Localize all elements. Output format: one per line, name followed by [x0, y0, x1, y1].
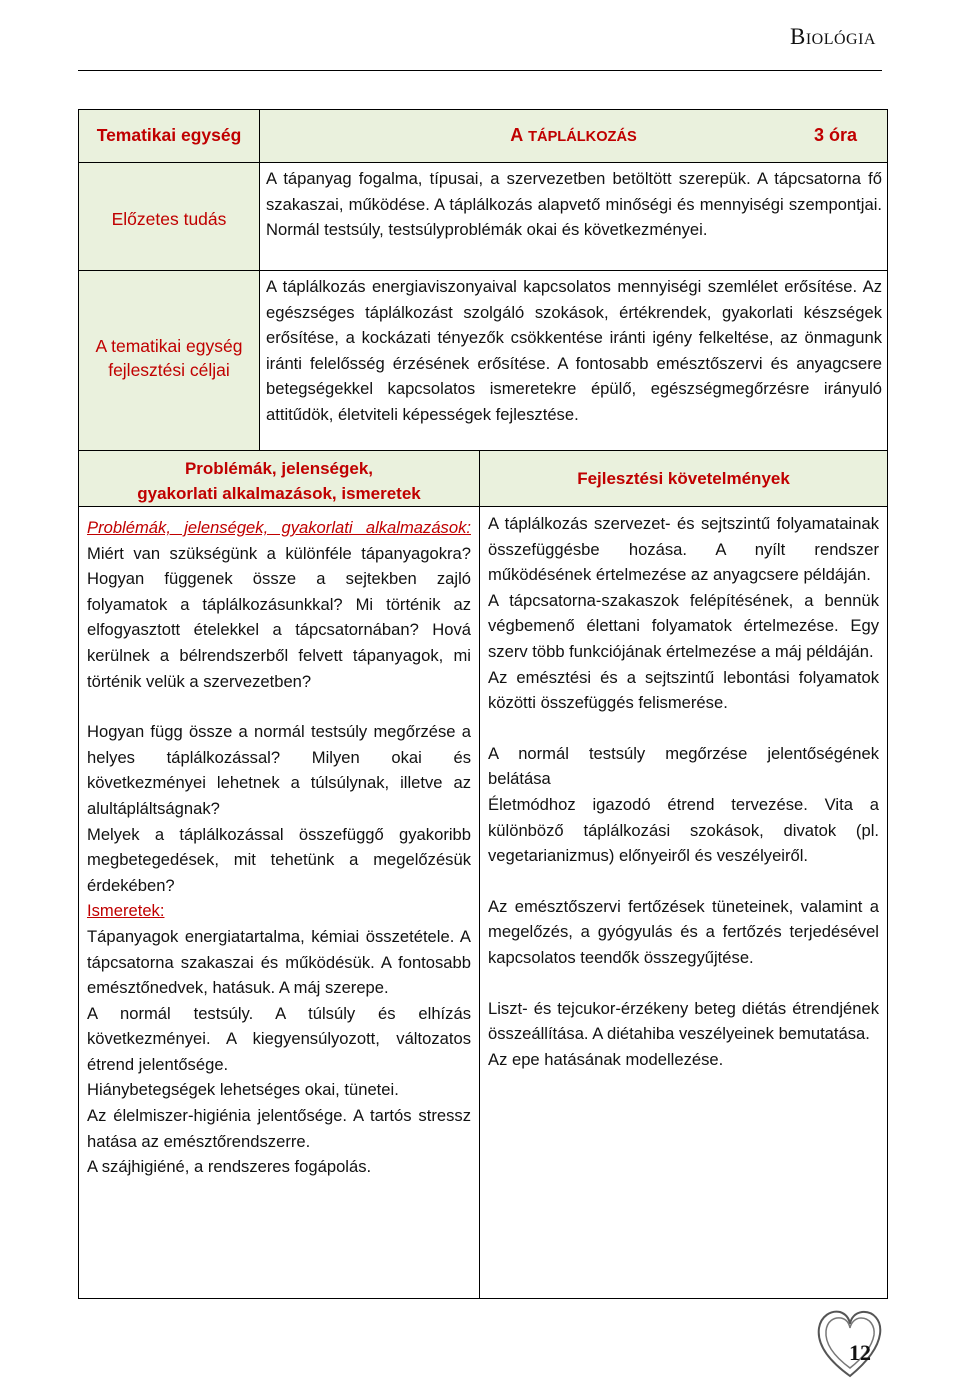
requirement-3: Az emésztési és a sejtszintű lebontási folyamatok közötti összefüggés felismerése.: [488, 667, 879, 713]
requirement-5: Életmódhoz igazodó étrend tervezése. Vita a különböző táplálkozási szokások, divatok (pl. vegetarianizmus) előnyeiről és veszélyeiről.: [488, 794, 879, 866]
left-content: [79, 507, 480, 1299]
requirement-2: A tápcsatorna-szakaszok felépítésének, a bennük végbemenő élettani folyamatok értelmezése. Egy szerv több funkciójának értelmezése a máj példáján.: [488, 590, 879, 661]
prior-knowledge-text: A tápanyag fogalma, típusai, a szervezetben betöltött szerepük. A tápcsatorna fő szakaszai, működése. A táplálkozás alapvető minőségi és mennyiségi szempontjai. Normál testsúly, testsúlyproblémák okai és következményei.: [260, 163, 888, 271]
column-header-row: [79, 451, 888, 507]
goals-row: [79, 271, 888, 451]
unit-title-cell: [260, 110, 888, 163]
goals-text: A táplálkozás energiaviszonyaival kapcsolatos mennyiségi szemlélet erősítése. Az egészséges táplálkozást szolgáló szokások, értékrendek, gyakorlati készségek erősítése, a kockázati tényezők csökkentése iránti igény felkeltése, az önmagunk iránti felelősség érzésének erősítése. A fontosabb emésztőszervi és anyagcsere betegségekkel kapcsolatos ismeretekre épülő, egészségmegőrzésre irányuló attitűdök, életviteli képességek fejlesztése.: [260, 271, 888, 451]
curriculum-table: [78, 109, 888, 1299]
left-column-header: Problémák, jelenségek, gyakorlati alkalmazások, ismeretek: [79, 451, 480, 507]
knowledge-4: Az élelmiszer-higiénia jelentősége. A tartós stressz hatása az emésztőrendszerre.: [87, 1106, 471, 1151]
header-rule: [78, 70, 882, 71]
goals-label: A tematikai egység fejlesztési céljai: [79, 271, 260, 451]
knowledge-5: A szájhigiéné, a rendszeres fogápolás.: [87, 1157, 372, 1177]
knowledge-label: Ismeretek:: [87, 901, 165, 921]
prior-knowledge-row: [79, 163, 888, 271]
knowledge-2: A normál testsúly. A túlsúly és elhízás következményei. A kiegyensúlyozott, változatos étrend jelentősége.: [87, 1003, 471, 1074]
problems-text: Miért van szükségünk a különféle tápanyagokra? Hogyan függenek össze a sejtekben zajló folyamatok a táplálkozásunkkal? Mi történik az elfogyasztott ételekkel a tápcsatornában? Hová kerülnek a bélrendszerből felvett tápanyagok, mi történik velük a szervezetben?: [87, 543, 471, 691]
requirement-1: A táplálkozás szervezet- és sejtszintű folyamatainak összefüggésbe hozása. A nyílt rendszer működésének értelmezése az anyagcsere példáján.: [488, 514, 879, 585]
table-header-row: [79, 110, 888, 163]
requirement-6: Az emésztőszervi fertőzések tüneteinek, valamint a megelőzés, a gyógyulás és a fertőzés terjedésével kapcsolatos teendők összegyűjtése.: [488, 896, 879, 967]
unit-label: Tematikai egység: [79, 110, 260, 163]
requirement-8: Az epe hatásának modellezése.: [488, 1049, 724, 1069]
prior-knowledge-label: Előzetes tudás: [79, 163, 260, 271]
knowledge-3: Hiánybetegségek lehetséges okai, tünetei.: [87, 1080, 399, 1100]
knowledge-1: Tápanyagok energiatartalma, kémiai összetétele. A tápcsatorna szakaszai és működésük. A fontosabb emésztőnedvek, hatásuk. A máj szerepe.: [87, 926, 471, 998]
unit-title: A TÁPLÁLKOZÁS: [510, 125, 637, 145]
running-head: Biológia: [790, 24, 876, 49]
requirement-4: A normál testsúly megőrzése jelentőségének belátása: [488, 743, 879, 789]
weight-problems: Hogyan függ össze a normál testsúly megőrzése a helyes táplálkozással? Milyen okai és következményei lehetnek a túlsúlynak, illetve az alultápláltságnak?: [87, 722, 471, 818]
problems-label: Problémák, jelenségek, gyakorlati alkalmazások:: [87, 518, 471, 537]
right-column-header: Fejlesztési követelmények: [480, 451, 888, 507]
disease-problems: Melyek a táplálkozással összefüggő gyakoribb megbetegedések, mit tehetünk a megelőzésük érdekében?: [87, 824, 471, 895]
content-row: [79, 507, 888, 1299]
unit-hours: 3 óra: [813, 125, 857, 145]
right-content: [480, 507, 888, 1299]
requirement-7: Liszt- és tejcukor-érzékeny beteg diétás étrendjének összeállítása. A diétahiba veszélyeinek bemutatása.: [488, 998, 879, 1044]
page-number: 12: [849, 1340, 871, 1365]
